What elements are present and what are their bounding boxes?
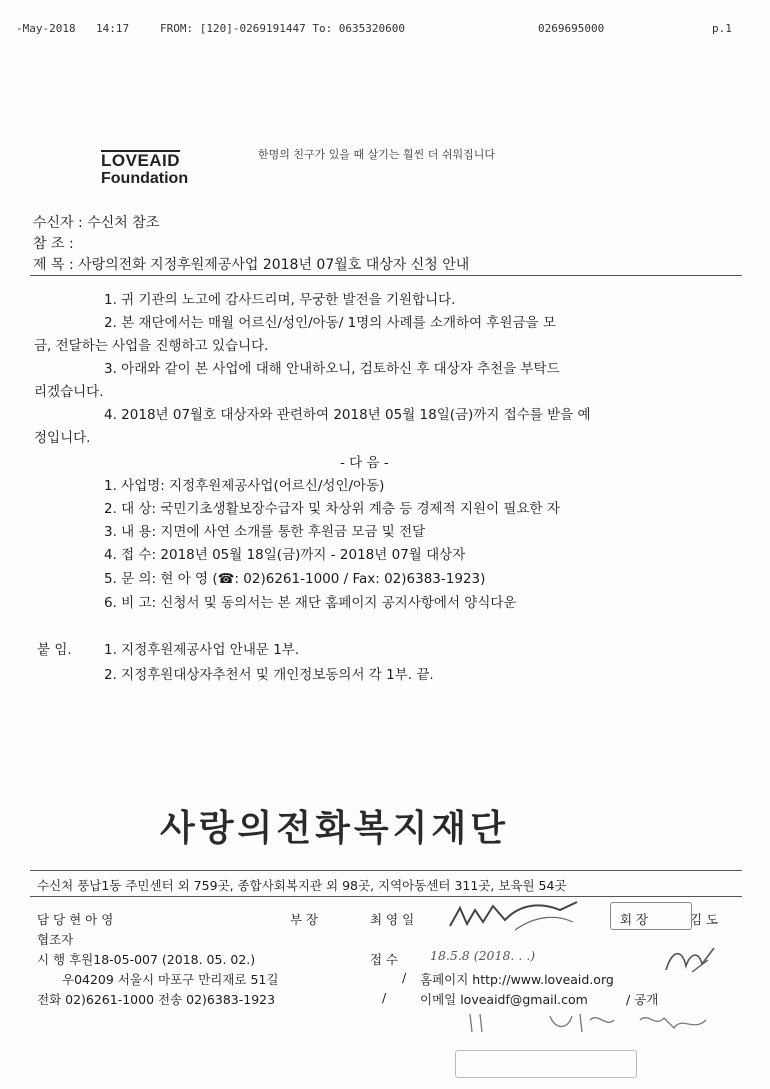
fax-from-to: FROM: [120]-0269191447 To: 0635320600 [160, 22, 406, 35]
chair-stamp-box [610, 902, 692, 930]
footer-rule-top [30, 870, 742, 871]
cooperator-label: 협조자 [37, 932, 74, 947]
manager-label: 부 장 [290, 912, 319, 927]
paragraph-1: 1. 귀 기관의 노고에 감사드리며, 무궁한 발전을 기원합니다. [104, 292, 456, 308]
homepage: 홈페이지 http://www.loveaid.org [420, 972, 614, 987]
director-label: 최 영 일 [370, 912, 415, 927]
stamp-box [455, 1050, 637, 1078]
detail-item: 6. 비 고: 신청서 및 동의서는 본 재단 홈페이지 공지사항에서 양식다운 [104, 595, 517, 611]
distribution-list: 수신처 풍납1동 주민센터 외 759곳, 종합사회복지관 외 98곳, 지역아동센터 311곳, 보육원 54곳 [37, 878, 567, 893]
recipient-line: 수신자 : 수신처 참조 [33, 215, 160, 231]
separator: / [402, 970, 407, 985]
paragraph-4: 4. 2018년 07월호 대상자와 관련하여 2018년 05월 18일(금)까지 접수를 받을 예 [104, 407, 591, 423]
address: 우04209 서울시 마포구 만리재로 51길 [62, 972, 279, 987]
logo-line2: Foundation [101, 170, 189, 187]
logo-line1: LOVEAID [101, 151, 181, 170]
reception-label: 접 수 [370, 952, 399, 967]
organization-name: 사랑의전화복지재단 [160, 808, 509, 849]
reception-date: 18.5.8 (2018. . .) [430, 948, 536, 963]
attachment-item: 1. 지정후원제공사업 안내문 1부. [104, 642, 300, 658]
paragraph-3-cont: 리겠습니다. [34, 384, 104, 400]
chair-label: 회 장 [620, 912, 649, 927]
subject-rule [30, 275, 742, 276]
separator: / [382, 990, 387, 1005]
detail-item: 2. 대 상: 국민기초생활보장수급자 및 차상위 계층 등 경제적 지원이 필요한 자 [104, 501, 560, 517]
details-heading: - 다 음 - [340, 455, 389, 471]
paragraph-2: 2. 본 재단에서는 매월 어르신/성인/아동/ 1명의 사례를 소개하여 후원금을 모 [104, 315, 556, 331]
fax-page: p.1 [712, 22, 732, 35]
fax-time: 14:17 [96, 22, 130, 35]
enforcement-number: 시 행 후원18-05-007 (2018. 05. 02.) [37, 952, 256, 967]
attachments-label: 붙 임. [37, 642, 72, 658]
email: 이메일 loveaidf@gmail.com [420, 992, 588, 1007]
detail-item: 4. 접 수: 2018년 05월 18일(금)까지 - 2018년 07월 대상자 [104, 547, 466, 563]
subject-line: 제 목 : 사랑의전화 지정후원제공사업 2018년 07월호 대상자 신청 안내 [33, 257, 470, 273]
detail-item: 5. 문 의: 현 아 영 (☎: 02)6261-1000 / Fax: 02)6383-1923) [104, 571, 486, 587]
handwritten-notes [450, 1006, 730, 1046]
fax-date: -May-2018 [16, 22, 76, 35]
phone-fax: 전화 02)6261-1000 전송 02)6383-1923 [37, 992, 276, 1007]
slogan: 한명의 친구가 있을 때 살기는 훨씬 더 쉬워집니다 [258, 148, 495, 161]
paragraph-4-cont: 정입니다. [34, 430, 91, 446]
paragraph-2-cont: 금, 전달하는 사업을 진행하고 있습니다. [34, 338, 269, 354]
attachment-item: 2. 지정후원대상자추천서 및 개인정보동의서 각 1부. 끝. [104, 667, 434, 683]
chair-name: 김 도 [690, 912, 719, 927]
paragraph-3: 3. 아래와 같이 본 사업에 대해 안내하오니, 검토하신 후 대상자 추천을 부탁드 [104, 361, 560, 377]
detail-item: 1. 사업명: 지정후원제공사업(어르신/성인/아동) [104, 478, 385, 494]
disclosure-status: / 공개 [626, 992, 659, 1007]
detail-item: 3. 내 용: 지면에 사연 소개를 통한 후원금 모금 및 전달 [104, 524, 426, 540]
signature-mark [445, 896, 585, 936]
foundation-logo [101, 150, 188, 187]
reference-line: 참 조 : [33, 236, 74, 252]
staff-in-charge: 담 당 현 아 영 [37, 912, 114, 927]
handwritten-mark [662, 942, 722, 982]
fax-number: 0269695000 [538, 22, 605, 35]
footer-rule-mid [30, 896, 742, 897]
